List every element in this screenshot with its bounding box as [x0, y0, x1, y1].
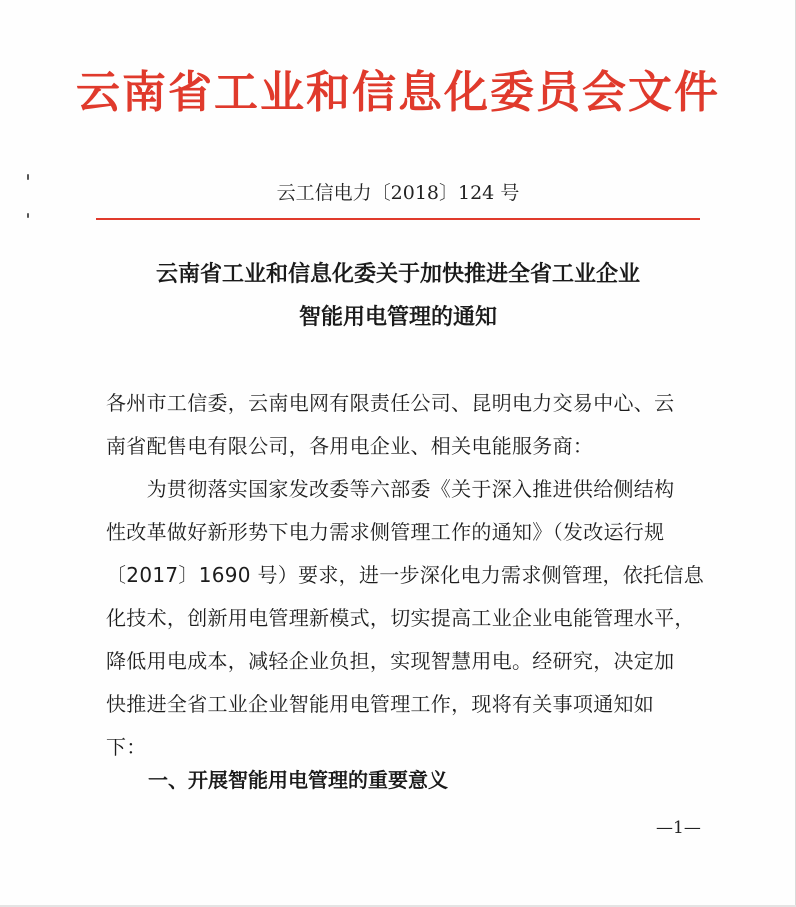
body-text-line: 性改革做好新形势下电力需求侧管理工作的通知》（发改运行规: [106, 520, 665, 544]
body-text-line: 南省配售电有限公司，各用电企业、相关电能服务商：: [106, 434, 594, 458]
body-text-line: 快推进全省工业企业智能用电管理工作，现将有关事项通知如: [106, 692, 655, 716]
notice-title-line-1: 云南省工业和信息化委关于加快推进全省工业企业: [155, 261, 640, 287]
document-number: 云工信电力〔2018〕124 号: [276, 182, 520, 204]
body-text-line: 各州市工信委，云南电网有限责任公司、昆明电力交易中心、云: [106, 391, 675, 415]
notice-title-line-2: 智能用电管理的通知: [298, 304, 497, 330]
body-text-line: 下：: [106, 735, 147, 759]
red-divider-line: [96, 218, 700, 220]
page-number: —1—: [656, 818, 701, 838]
section-heading: 一、开展智能用电管理的重要意义: [148, 768, 448, 792]
document-header-title: 云南省工业和信息化委员会文件: [76, 67, 720, 118]
body-text-line: 降低用电成本，减轻企业负担，实现智慧用电。经研究，决定加: [106, 649, 675, 673]
body-text-line: 〔2017〕1690 号）要求，进一步深化电力需求侧管理，依托信息: [106, 563, 705, 587]
body-text-line: 化技术，创新用电管理新模式，切实提高工业企业电能管理水平，: [106, 606, 695, 630]
body-text-line: 为贯彻落实国家发改委等六部委《关于深入推进供给侧结构: [106, 477, 675, 501]
scan-mark: [27, 213, 29, 218]
